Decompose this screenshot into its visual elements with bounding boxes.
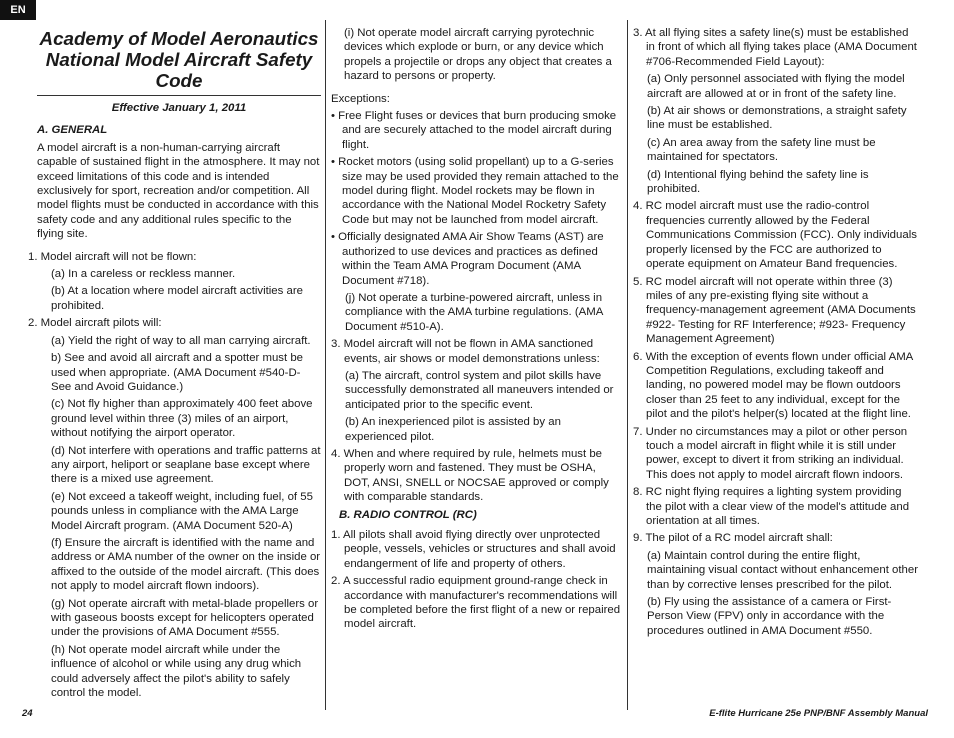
section-heading-general: A. GENERAL [37,124,108,137]
rule-b3b: (b) At air shows or demonstrations, a straight safety line must be established. [647,105,907,132]
rule-a2c: (c) Not fly higher than approximately 400 feet above ground level within three (3) miles of an airport, without notifying the airport operator. [51,398,313,440]
rule-a2a: (a) Yield the right of way to all man carrying aircraft. [51,334,311,347]
rule-b1: 1. All pilots shall avoid flying directly over unprotected people, vessels, vehicles or structures and shall avoid endangerment of life and property of others. [331,529,616,570]
section-heading-radio-control: B. RADIO CONTROL (RC) [339,508,477,521]
rule-b3: 3. At all flying sites a safety line(s) must be established in front of which all flying takes place (AMA Document #706-Recommended Field Layout): [633,27,917,68]
rule-b2: 2. A successful radio equipment ground-range check in accordance with manufacturer's recommendations will be completed before the first flight of a new or repaired model aircraft. [331,575,621,631]
rule-a2j: (j) Not operate a turbine-powered aircraft, unless in compliance with the AMA turbine regulations. (AMA Document #510-A). [345,291,603,333]
rule-b6: 6. With the exception of events flown under official AMA Competition Regulations, excluding takeoff and landing, no powered model may be flown outdoors closer than 25 feet to any individual, except for the pilot and the pilot's helper(s) located at the flight line. [633,350,913,421]
rule-b3d: (d) Intentional flying behind the safety line is prohibited. [647,168,869,196]
rule-a2e: (e) Not exceed a takeoff weight, including fuel, of 55 pounds unless in compliance with the AMA Large Model Aircraft program. (AMA Document 520-A) [51,490,313,532]
rule-a2d: (d) Not interfere with operations and traffic patterns at any airport, heliport or seaplane base except where there is a mixed use agreement. [51,444,321,486]
rule-a3a: (a) The aircraft, control system and pilot skills have successfully demonstrated all maneuvers intended or anticipated prior to the specific event. [345,369,614,411]
rule-a4: 4. When and where required by rule, helmets must be properly worn and fastened. They must be OSHA, DOT, ANSI, SNELL or NOCSAE approved or comply with comparable standards. [331,447,609,504]
rule-b3a: (a) Only personnel associated with flying the model aircraft are allowed at or in front of the safety line. [647,73,905,100]
rule-b8: 8. RC night flying requires a lighting system providing the pilot with a clear view of the model's attitude and orientation at all times. [633,486,910,527]
exception-free-flight: • Free Flight fuses or devices that burn producing smoke and are securely attached to the model aircraft during flight. [331,110,617,151]
column-divider-2 [627,20,628,710]
page-title: Academy of Model Aeronautics National Model Aircraft Safety Code [37,28,321,96]
rule-b5: 5. RC model aircraft will not operate within three (3) miles of any pre-existing flying site without a frequency-management agreement (AMA Documents #922- Testing for RF Interference; #923- Frequency Management Agreement) [633,275,916,346]
column-1 [28,22,321,703]
rule-b7: 7. Under no circumstances may a pilot or other person touch a model aircraft in flight while it is still under power, except to divert it from striking an individual. This does not apply to model aircraft flown indoors. [633,425,908,481]
rule-b4: 4. RC model aircraft must use the radio-control frequencies currently allowed by the Federal Communications Commission (FCC). Only individuals properly licensed by the FCC are authorized to operate equipment on Amateur Band frequencies. [633,200,917,271]
column-3 [633,26,918,641]
rule-a2i: (i) Not operate model aircraft carrying pyrotechnic devices which explode or burn, or any device which propels a projectile or drops any object that creates a hazard to persons or property. [344,27,612,83]
language-tab: EN [0,0,36,20]
rule-b9b: (b) Fly using the assistance of a camera or First-Person View (FPV) only in accordance with the procedures outlined in AMA Document #550. [647,596,892,637]
rule-a2f: (f) Ensure the aircraft is identified with the name and address or AMA number of the owner on the inside or affixed to the outside of the model aircraft. (This does not apply to model aircraft flown indoors). [51,536,321,593]
rule-a2h: (h) Not operate model aircraft while under the influence of alcohol or while using any drug which could adversely affect the pilot's ability to safely control the model. [51,643,302,700]
rule-b9: 9. The pilot of a RC model aircraft shall: [633,532,833,545]
rule-a2b: b) See and avoid all aircraft and a spotter must be used when appropriate. (AMA Document #540-D- See and Avoid Guidance.) [51,352,304,393]
rule-a1: 1. Model aircraft will not be flown: [28,250,197,263]
rule-a1b: (b) At a location where model aircraft activities are prohibited. [51,285,303,312]
rule-a3: 3. Model aircraft will not be flown in AMA sanctioned events, air shows or model demonstrations unless: [331,338,600,365]
manual-title: E-flite Hurricane 25e PNP/BNF Assembly Manual [709,708,928,719]
rule-b3c: (c) An area away from the safety line must be maintained for spectators. [647,136,876,164]
page-number: 24 [22,708,33,719]
rule-a2: 2. Model aircraft pilots will: [28,317,162,330]
general-intro: A model aircraft is a non-human-carrying aircraft capable of sustained flight in the atmosphere. It may not exceed limitations of this code and is intended exclusively for sport, recreation and/or competition. All model flights must be conducted in accordance with this safety code and any additional rules specific to the flying site. [37,141,320,241]
effective-date: Effective January 1, 2011 [111,102,247,114]
column-divider-1 [325,20,326,710]
column-2 [331,26,621,635]
rule-a3b: (b) An inexperienced pilot is assisted by an experienced pilot. [345,416,561,443]
rule-a1a: (a) In a careless or reckless manner. [51,268,236,281]
exceptions-heading: Exceptions: [331,92,390,105]
rule-b9a: (a) Maintain control during the entire flight, maintaining visual contact without enhancement other than by corrective lenses prescribed for the pilot. [647,549,919,591]
exception-air-show-teams: • Officially designated AMA Air Show Teams (AST) are authorized to use devices and practices as defined within the Team AMA Program Document (AMA Document #718). [331,231,604,287]
exception-rocket-motors: • Rocket motors (using solid propellant) up to a G-series size may be used provided they remain attached to the model during flight. Model rockets may be flown in accordance with the National Model Rocketry Safety Code but may not be launched from model aircraft. [331,156,619,226]
rule-a2g: (g) Not operate aircraft with metal-blade propellers or with gaseous boosts except for helicopters operated under the provisions of AMA Document #555. [51,597,319,639]
